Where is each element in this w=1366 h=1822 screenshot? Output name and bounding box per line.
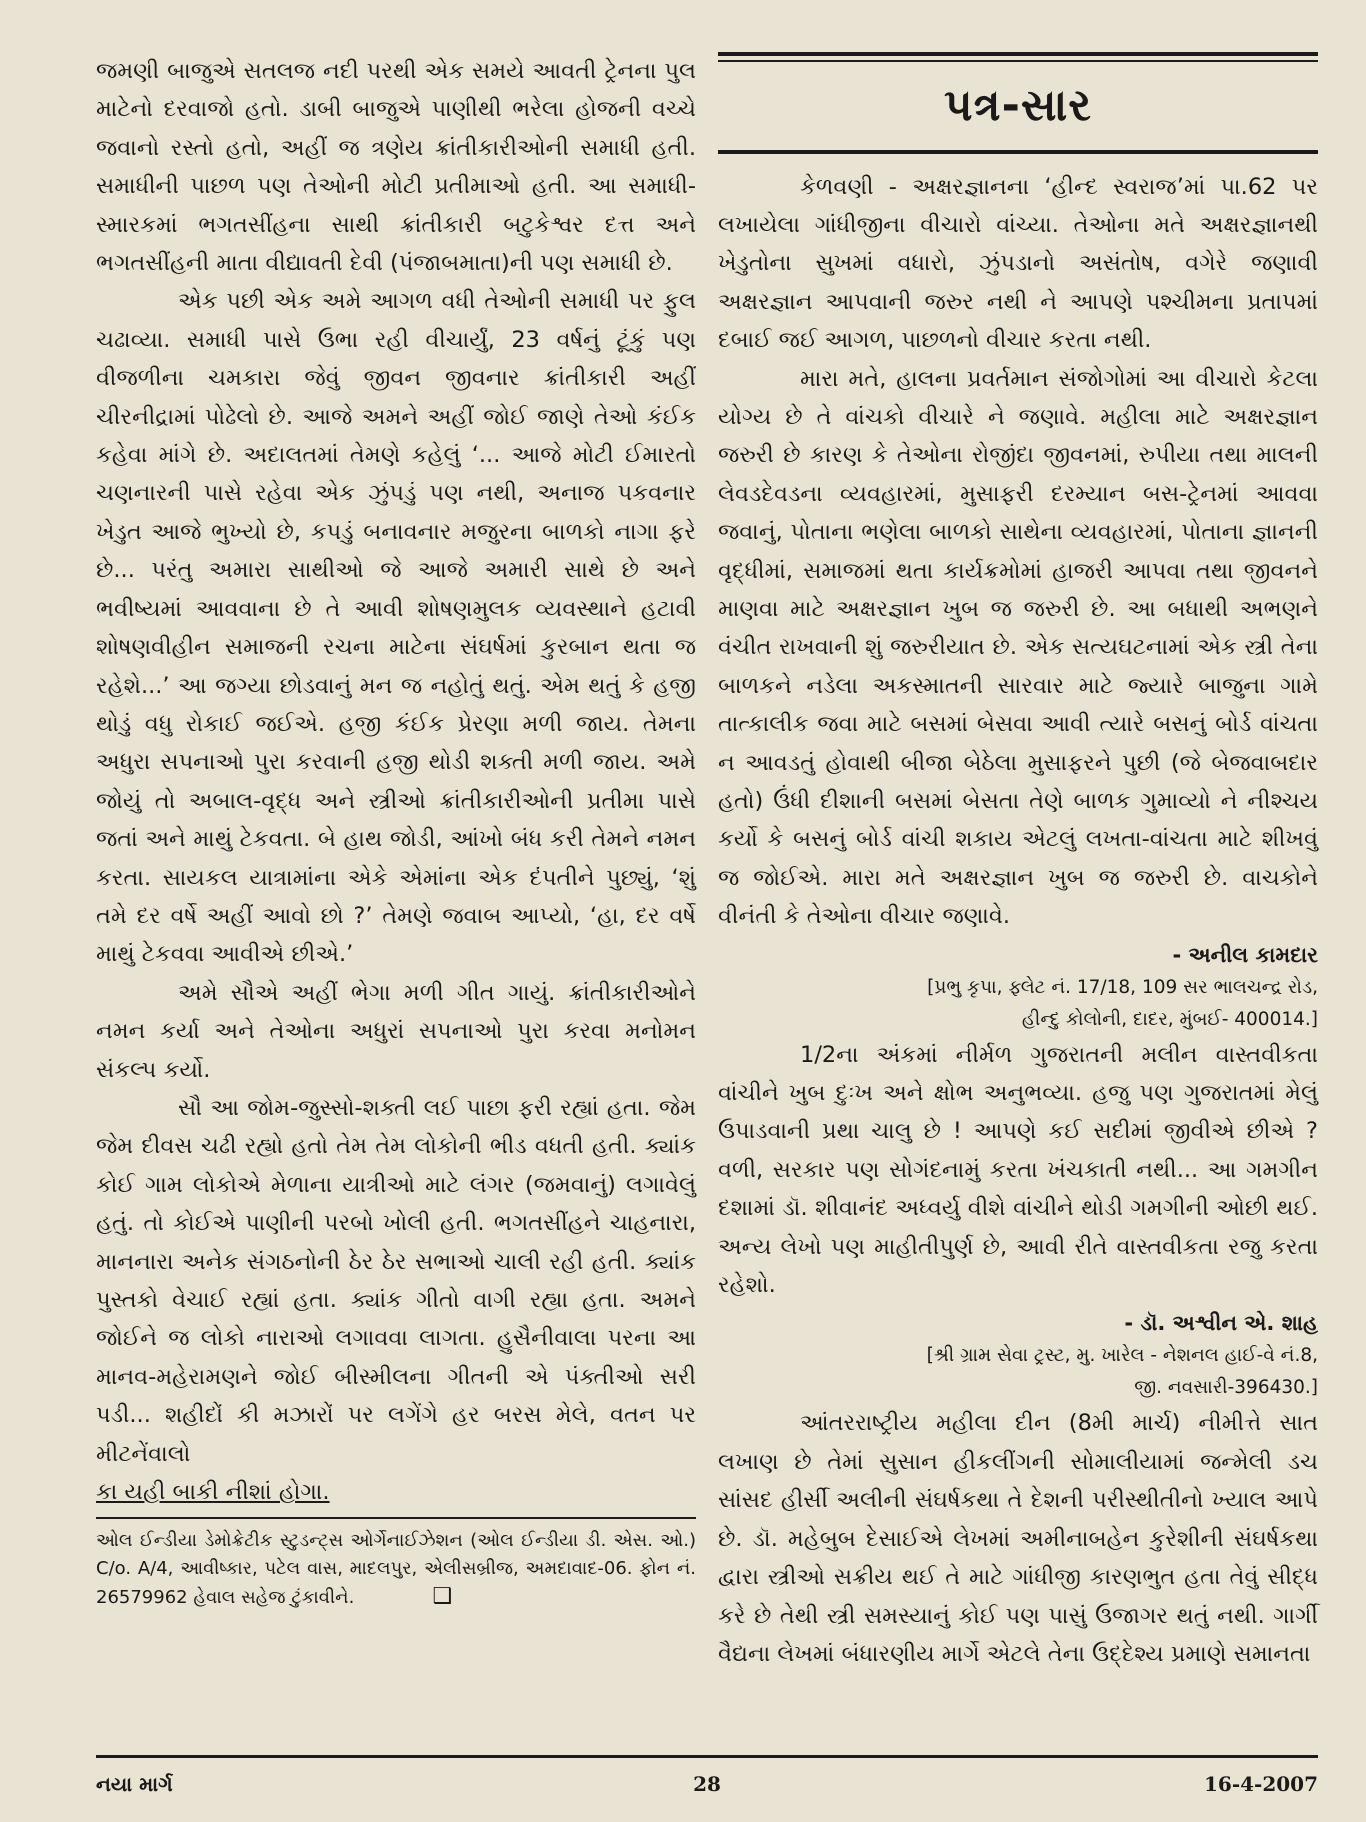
- footer-rule: [96, 1755, 1318, 1758]
- article-paragraph: એક પછી એક અમે આગળ વધી તેઓની સમાધી પર ફુલ ચઢાવ્યા. સમાધી પાસે ઉભા રહી વીચાર્યું, 23 વર્ષનું ટૂંકું પણ વીજળીના ચમકારા જેવું જીવન જીવનાર ક્રાંતીકારી અહીં ચીરનીદ્રામાં પોઢેલો છે. આજે અમને અહીં જોઈ જાણે તેઓ કંઈક કહેવા માંગે છે. અદાલતમાં તેમણે કહેલું ‘... આજે મોટી ઈમારતો ચણનારની પાસે રહેવા એક ઝુંપડું પણ નથી, અનાજ પકવનાર ખેડુત આજે ભુખ્યો છે, કપડું બનાવનાર મજુરના બાળકો નાગા ફરે છે... પરંતુ અમારા સાથીઓ જે આજે અમારી સાથે છે અને ભવીષ્યમાં આવવાના છે તે આવી શોષણમુલક વ્યવસ્થાને હટાવી શોષણવીહીન સમાજની રચના માટેના સંઘર્ષમાં કુરબાન થતા જ રહેશે...’ આ જગ્યા છોડવાનું મન જ નહોતું થતું. એમ થતું કે હજી થોડું વધુ રોકાઈ જઈએ. હજી કંઈક પ્રેરણા મળી જાય. તેમના અધુરા સપનાઓ પુરા કરવાની હજી થોડી શક્તી મળી જાય. અમે જોયું તો અબાલ-વૃદ્ધ અને સ્ત્રીઓ ક્રાંતીકારીઓની પ્રતીમા પાસે જતાં અને માથું ટેકવતા. બે હાથ જોડી, આંખો બંધ કરી તેમને નમન કરતા. સાયકલ યાત્રામાંના એકે એમાંના એક દંપતીને પુછ્યું, ‘શું તમે દર વર્ષે અહીં આવો છો ?’ તેમણે જવાબ આપ્યો, ‘હા, દર વર્ષે માથું ટેકવવા આવીએ છીએ.’: [96, 288, 696, 968]
- page-number: 28: [693, 1772, 721, 1796]
- section-top-rule: [718, 52, 1318, 56]
- section-bottom-rule: [718, 150, 1318, 154]
- right-column: [718, 52, 1318, 1673]
- letter-paragraph: મારા મતે, હાલના પ્રવર્તમાન સંજોગોમાં આ વીચારો કેટલા યોગ્ય છે તે વાંચકો વીચારે ને જણાવે. મહીલા માટે અક્ષરજ્ઞાન જરુરી છે કારણ કે તેઓના રોજીંદા જીવનમાં, રુપીયા તથા માલની લેવડદેવડના વ્યવહારમાં, મુસાફરી દરમ્યાન બસ-ટ્રેનમાં આવવા જવાનું, પોતાના ભણેલા બાળકો સાથેના વ્યવહારમાં, પોતાના જ્ઞાનની વૃદ્ધીમાં, સમાજમાં થતા કાર્યક્રમોમાં હાજરી આપવા તથા જીવનને માણવા માટે અક્ષરજ્ઞાન ખુબ જ જરુરી છે. આ બધાથી અભણને વંચીત રાખવાની શું જરુરીયાત છે. એક સત્યઘટનામાં એક સ્ત્રી તેના બાળકને નડેલા અકસ્માતની સારવાર માટે જ્યારે બાજુના ગામે તાત્કાલીક જવા માટે બસમાં બેસવા આવી ત્યારે બસનું બોર્ડ વાંચતા ન આવડતું હોવાથી બીજા બેઠેલા મુસાફરને પુછી (જે બેજવાબદાર હતો) ઉંધી દીશાની બસમાં બેસતા તેણે બાળક ગુમાવ્યો ને નીશ્ચય કર્યો કે બસનું બોર્ડ વાંચી શકાય એટલું લખતા-વાંચતા માટે શીખવું જ જોઈએ. મારા મતે અક્ષરજ્ઞાન ખુબ જ જરુરી છે. વાચકોને વીનંતી કે તેઓના વીચાર જણાવે.: [718, 365, 1318, 930]
- letter-signature: - ડૉ. અશ્વીન એ. શાહ: [1124, 1311, 1318, 1336]
- footnote-text: ઓલ ઈન્ડીયા ડેમોક્રેટીક સ્ટુડન્ટ્સ ઓર્ગેનાઈઝેશન (ઓલ ઈન્ડીયા ડી. એસ. ઓ.) C/o. A/4, આવીષ્કાર, પટેલ વાસ, માદલપુર, એલીસબ્રીજ, અમદાવાદ-06. ફોન નં. 26579962 હેવાલ સહેજ ટુંકાવીને.: [96, 1529, 696, 1608]
- section-top-rule-thin: [718, 60, 1318, 62]
- article-paragraph: સૌ આ જોમ-જુસ્સો-શક્તી લઈ પાછા ફરી રહ્યાં હતા. જેમ જેમ દીવસ ચઢી રહ્યો હતો તેમ તેમ લોકોની ભીડ વધતી હતી. ક્યાંક કોઈ ગામ લોકોએ મેળાના યાત્રીઓ માટે લંગર (જમવાનું) લગાવેલું હતું. તો કોઈએ પાણીની પરબો ખોલી હતી. ભગતસીંહને ચાહનારા, માનનારા અનેક સંગઠનોની ઠેર ઠેર સભાઓ ચાલી રહી હતી. ક્યાંક પુસ્તકો વેચાઈ રહ્યાં હતા. ક્યાંક ગીતો વાગી રહ્યા હતા. અમને જોઈને જ લોકો નારાઓ લગાવવા લાગતા. હુસૈનીવાલા પરના આ માનવ-મહેરામણને જોઈ બીસ્મીલના ગીતની એ પંક્તીઓ સરી પડી... શહીદોં કી મઝારોં પર લગેંગે હર બરસ મેલે, વતન પર મીટનેંવાલો: [96, 1094, 696, 1467]
- page-footer: [96, 1772, 1318, 1802]
- letter-3: [718, 1404, 1318, 1673]
- section-header: [718, 52, 1318, 154]
- section-title: પત્ર-સાર: [943, 79, 1093, 131]
- article-end-divider: [96, 1517, 696, 1519]
- article-paragraph: જમણી બાજુએ સતલજ નદી પરથી એક સમયે આવતી ટ્રેનના પુલ માટેનો દરવાજો હતો. ડાબી બાજુએ પાણીથી ભરેલા હોજની વચ્ચે જવાનો રસ્તો હતો, અહીં જ ત્રણેય ક્રાંતીકારીઓની સમાધી હતી. સમાધીની પાછળ પણ તેઓની મોટી પ્રતીમાઓ હતી. આ સમાધી-સ્મારકમાં ભગતસીંહના સાથી ક્રાંતીકારી બટુકેશ્વર દત્ત અને ભગતસીંહની માતા વીદ્યાવતી દેવી (પંજાબમાતા)ની પણ સમાધી છે.: [96, 58, 696, 277]
- issue-date: 16-4-2007: [1203, 1772, 1318, 1796]
- article-paragraph: અમે સૌએ અહીં ભેગા મળી ગીત ગાયું. ક્રાંતીકારીઓને નમન કર્યા અને તેઓના અધુરાં સપનાઓ પુરા કરવા મનોમન સંકલ્પ કર્યો.: [96, 979, 696, 1083]
- publication-name: નયા માર્ગ: [96, 1772, 173, 1796]
- article-underlined-line: [96, 1473, 696, 1511]
- letter-paragraph: કેળવણી - અક્ષરજ્ઞાનના ‘હીન્દ સ્વરાજ’માં પા.62 પર લખાયેલા ગાંધીજીના વીચારો વાંચ્યા. તેઓના મતે અક્ષરજ્ઞાનથી ખેડુતોના સુખમાં વધારો, ઝુંપડાનો અસંતોષ, વગેરે જણાવી અક્ષરજ્ઞાન આપવાની જરુર નથી ને આપણે પશ્ચીમના પ્રતાપમાં દબાઈ જઈ આગળ, પાછળનો વીચાર કરતા નથી.: [718, 173, 1318, 354]
- letter-paragraph: આંતરરાષ્ટ્રીય મહીલા દીન (8મી માર્ચ) નીમીત્તે સાત લખાણ છે તેમાં સુસાન હીકલીંગની સોમાલીયામાં જન્મેલી ડચ સાંસદ હીર્સી અલીની સંઘર્ષકથા તે દેશની પરીસ્થીતીનો ખ્યાલ આપે છે. ડૉ. મહેબુબ દેસાઈએ લેખમાં અમીનાબહેન કુરેશીની સંઘર્ષકથા દ્વારા સ્ત્રીઓ સક્રીય થઈ તે માટે ગાંધીજી કારણભુત હતા તેવું સીદ્ધ કરે છે તેથી સ્ત્રી સમસ્યાનું કોઈ પણ પાસું ઉજાગર થતું નથી. ગાર્ગી વૈદ્યના લેખમાં બંધારણીય માર્ગે એટલે તેના ઉદ્દેશ્ય પ્રમાણે સમાનતા: [718, 1410, 1318, 1667]
- letter-paragraph: 1/2ના અંકમાં નીર્મળ ગુજરાતની મલીન વાસ્તવીકતા વાંચીને ખુબ દુઃખ અને ક્ષોભ અનુભવ્યા. હજુ પણ ગુજરાતમાં મેલું ઉપાડવાની પ્રથા ચાલુ છે ! આપણે કઈ સદીમાં જીવીએ છીએ ? વળી, સરકાર પણ સોગંદનામું કરતા ખંચકાતી નથી... આ ગમગીન દશામાં ડૉ. શીવાનંદ અધ્વર્યુ વીશે વાંચીને થોડી ગમગીની ઓછી થઈ. અન્ય લેખો પણ માહીતીપુર્ણ છે, આવી રીતે વાસ્તવીકતા રજુ કરતા રહેશો.: [718, 1041, 1318, 1299]
- letter-1: [718, 168, 1318, 1036]
- letter-address-line: હીન્દુ કોલોની, દાદર, મુંબઈ- 400014.]: [1021, 1008, 1318, 1030]
- letter-address-line: [પ્રભુ કૃપા, ફ્લેટ નં. 17/18, 109 સર ભાલચન્દ્ર રોડ,: [927, 976, 1318, 998]
- letter-2: [718, 1036, 1318, 1405]
- end-of-article-mark: ❑: [432, 1583, 453, 1609]
- article-footnote: [96, 1527, 696, 1612]
- underlined-verse: કા યહી બાકી નીશાં હોગા.: [96, 1479, 330, 1506]
- left-column: [96, 52, 696, 1612]
- letter-signature: - અનીલ કામદાર: [1172, 942, 1318, 967]
- letter-address-line: જી. નવસારી-396430.]: [1134, 1377, 1318, 1399]
- letter-address-line: [શ્રી ગ્રામ સેવા ટ્રસ્ટ, મુ. ખારેલ - નેશનલ હાઈ-વે નં.8,: [926, 1345, 1318, 1367]
